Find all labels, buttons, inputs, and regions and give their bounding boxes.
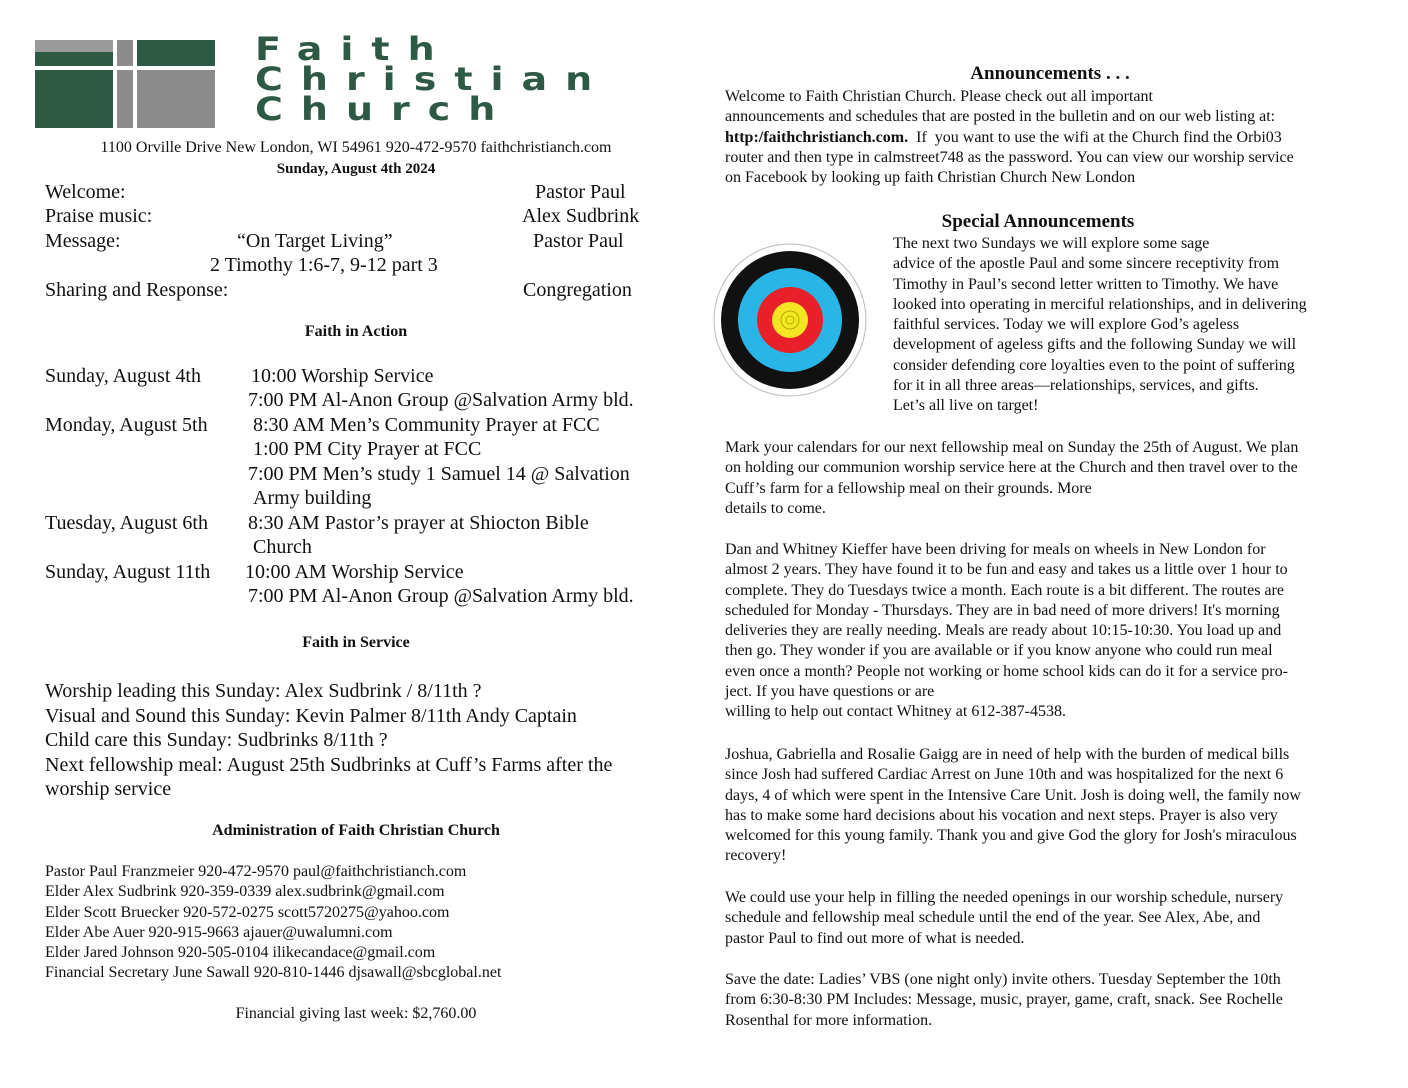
fellowship-meal-paragraph: Mark your calendars for our next fellowship meal on Sunday the 25th of August. We plan on holding our communion worship service here at the Church and then travel over to the Cuff’s farm for a fellowship meal on their grounds. More details to come. <box>725 439 1299 517</box>
church-address: 1100 Orville Drive New London, WI 54961 920-472-9570 faithchristianch.com <box>100 139 612 156</box>
faith-in-service-heading: Faith in Service <box>302 634 410 651</box>
archery-target-icon <box>713 243 867 397</box>
order-praise: Praise music: Alex Sudbrink <box>45 205 640 227</box>
gaigg-family-paragraph: Joshua, Gabriella and Rosalie Gaigg are in need of help with the burden of medical bills since Josh had suffered Cardiac Arrest on June 10th and was hospitalized for the next 6 days, 4 of which were spent in the Intensive Care Unit. Josh is doing well, the family now has to make some hard decisions about his vocation and next steps. Prayer is also very welcomed for this young family. Thank you and give God the glory for Josh's miraculous recovery! <box>725 746 1301 865</box>
faith-in-action-heading: Faith in Action <box>304 323 408 340</box>
schedule-line: Tuesday, August 6th 8:30 AM Pastor’s prayer at Shiocton Bible <box>45 512 589 534</box>
meals-on-wheels-paragraph: Dan and Whitney Kieffer have been driving for meals on wheels in New London for almost 2 years. They have found it to be fun and easy and takes us a little over 1 hour to complete. They do Tuesdays twice a month. Each route is a bit different. The routes are scheduled for Monday - Thursdays. They are in bad need of more drivers! It's morning deliveries they are really needing. Meals are ready about 10:15-10:30. You load up and then go. They wonder if you are available or if you know anyone who could run meal even once a month? People not working or home school kids can do it for a service pro- ject. If you have questions or are willing to help out contact Whitney at 612-387-4538. <box>725 541 1288 721</box>
special-announcement-text: The next two Sundays we will explore some sage advice of the apostle Paul and some sincere receptivity from Timothy in Paul’s second letter written to Timothy. We have looked into operating in merciful relationships, and in delivering faithful services. Today we will explore God’s ageless development of ageless gifts and the following Sunday we will consider defending core loyalties even to the point of suffering for it in all three areas—relationships, services, and gifts. Let’s all live on target! <box>893 235 1307 415</box>
faith-in-service-list: Worship leading this Sunday: Alex Sudbrink / 8/11th ? Visual and Sound this Sunday: Kevin Palmer 8/11th Andy Captain Child care this Sunday: Sudbrinks 8/11th ? Next fellowship meal: August 25th Sudbrinks at Cuff’s Farms after the worship service <box>45 680 613 800</box>
service-date: Sunday, August 4th 2024 <box>276 161 436 177</box>
schedule-help-paragraph: We could use your help in filling the needed openings in our worship schedule, nursery schedule and fellowship meal schedule until the end of the year. See Alex, Abe, and pastor Paul to find out more of what is needed. <box>725 889 1284 947</box>
announcements-title: Announcements . . . <box>970 63 1130 84</box>
church-name-logotype: Faith Christian Church <box>255 30 611 128</box>
ladies-vbs-paragraph: Save the date: Ladies’ VBS (one night only) invite others. Tuesday September the 10th from 6:30-8:30 PM Includes: Message, music, prayer, game, craft, snack. See Rochelle Rosenthal for more information. <box>725 971 1283 1029</box>
schedule-line: Sunday, August 4th 10:00 Worship Service <box>45 365 434 387</box>
church-website: http:/faithchristianch.com. <box>725 128 909 146</box>
financial-giving: Financial giving last week: $2,760.00 <box>235 1005 477 1022</box>
schedule-line: Sunday, August 11th 10:00 AM Worship Service <box>45 561 464 583</box>
special-announcements-title: Special Announcements <box>941 211 1135 232</box>
administration-heading: Administration of Faith Christian Church <box>212 822 500 839</box>
administration-list: Pastor Paul Franzmeier 920-472-9570 paul@faithchristianch.com Elder Alex Sudbrink 920-359-0339 alex.sudbrink@gmail.com Elder Scott Bruecker 920-572-0275 scott5720275@yahoo.com Elder Abe Auer 920-915-9663 ajauer@uwalumni.com Elder Jared Johnson 920-505-0104 ilikecandace@gmail.com Financial Secretary June Sawall 920-810-1446 djsawall@sbcglobal.net <box>45 863 502 982</box>
order-message: Message: “On Target Living” Pastor Paul <box>45 230 624 252</box>
order-welcome: Welcome: Pastor Paul <box>45 181 626 203</box>
announcements-intro: Welcome to Faith Christian Church. Please check out all important announcements and schedules that are posted in the bulletin and on our web listing at: http:/faithchristianch.com. If you want to use the wifi at the Church find the Orbi03 router and then type in calmstreet748 as the password. You can view our worship service on Facebook by looking up faith Christian Church New London <box>725 88 1294 187</box>
schedule-line: Monday, August 5th 8:30 AM Men’s Community Prayer at FCC <box>45 414 600 436</box>
church-logo <box>35 40 215 128</box>
order-sharing: Sharing and Response: Congregation <box>45 279 632 301</box>
